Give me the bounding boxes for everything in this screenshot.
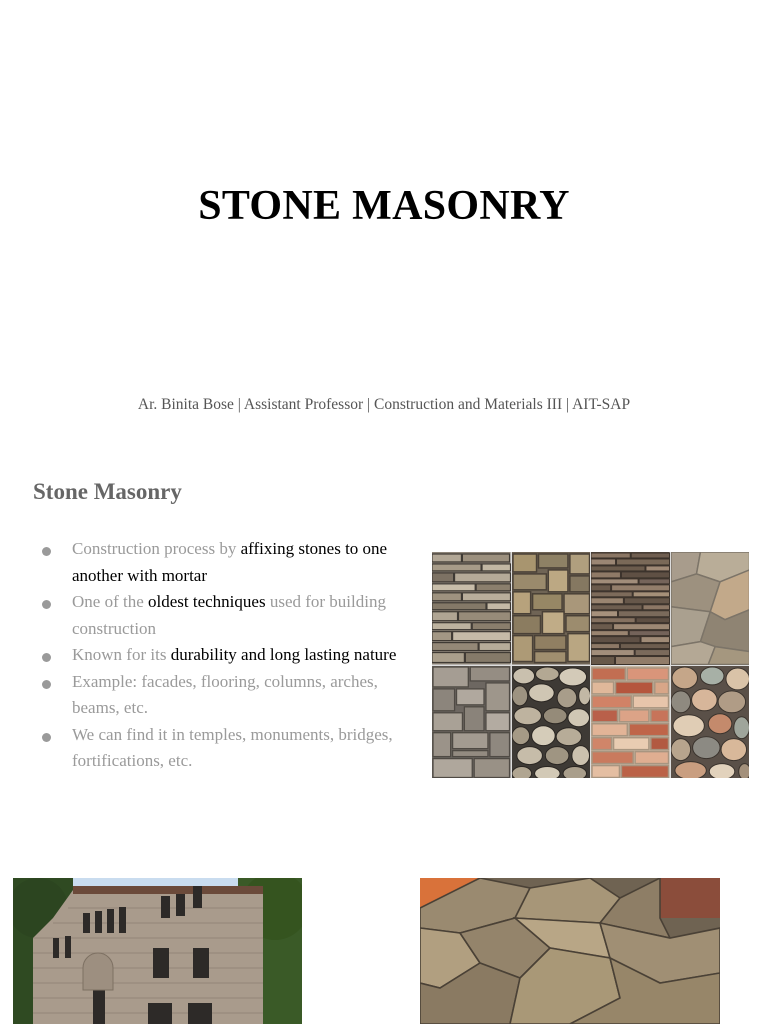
bullet-icon — [42, 653, 51, 662]
bullet-icon — [42, 600, 51, 609]
ledgestone-texture-image — [432, 552, 511, 665]
list-item: Example: facades, flooring, columns, arches, beams, etc. — [40, 669, 422, 722]
bullet-list — [40, 536, 422, 775]
list-item: We can find it in temples, monuments, bridges, fortifications, etc. — [40, 722, 422, 775]
section-heading: Stone Masonry — [33, 479, 182, 504]
pebble-texture-image — [512, 666, 591, 779]
cobblestone-texture-image — [671, 666, 750, 779]
stone-building-photo — [13, 878, 302, 1024]
ashlar-wall-texture-image — [512, 552, 591, 665]
block-wall-texture-image — [432, 666, 511, 779]
page-title: STONE MASONRY — [198, 183, 570, 229]
list-item: One of the oldest techniques used for building construction — [40, 589, 422, 642]
list-item: Known for its durability and long lasting nature — [40, 642, 422, 669]
author-byline: Ar. Binita Bose | Assistant Professor | Construction and Materials III | AIT-SAP — [137, 396, 631, 413]
list-item: Construction process by affixing stones to one another with mortar — [40, 536, 422, 589]
title-slide — [0, 0, 768, 450]
bullet-icon — [42, 680, 51, 689]
red-stone-texture-image — [591, 666, 670, 779]
bullet-icon — [42, 547, 51, 556]
flagstone-wall-texture-image — [671, 552, 750, 665]
stone-texture-collage — [432, 552, 749, 778]
bullet-icon — [42, 733, 51, 742]
stone-flooring-photo — [420, 878, 720, 1024]
slate-stack-texture-image — [591, 552, 670, 665]
